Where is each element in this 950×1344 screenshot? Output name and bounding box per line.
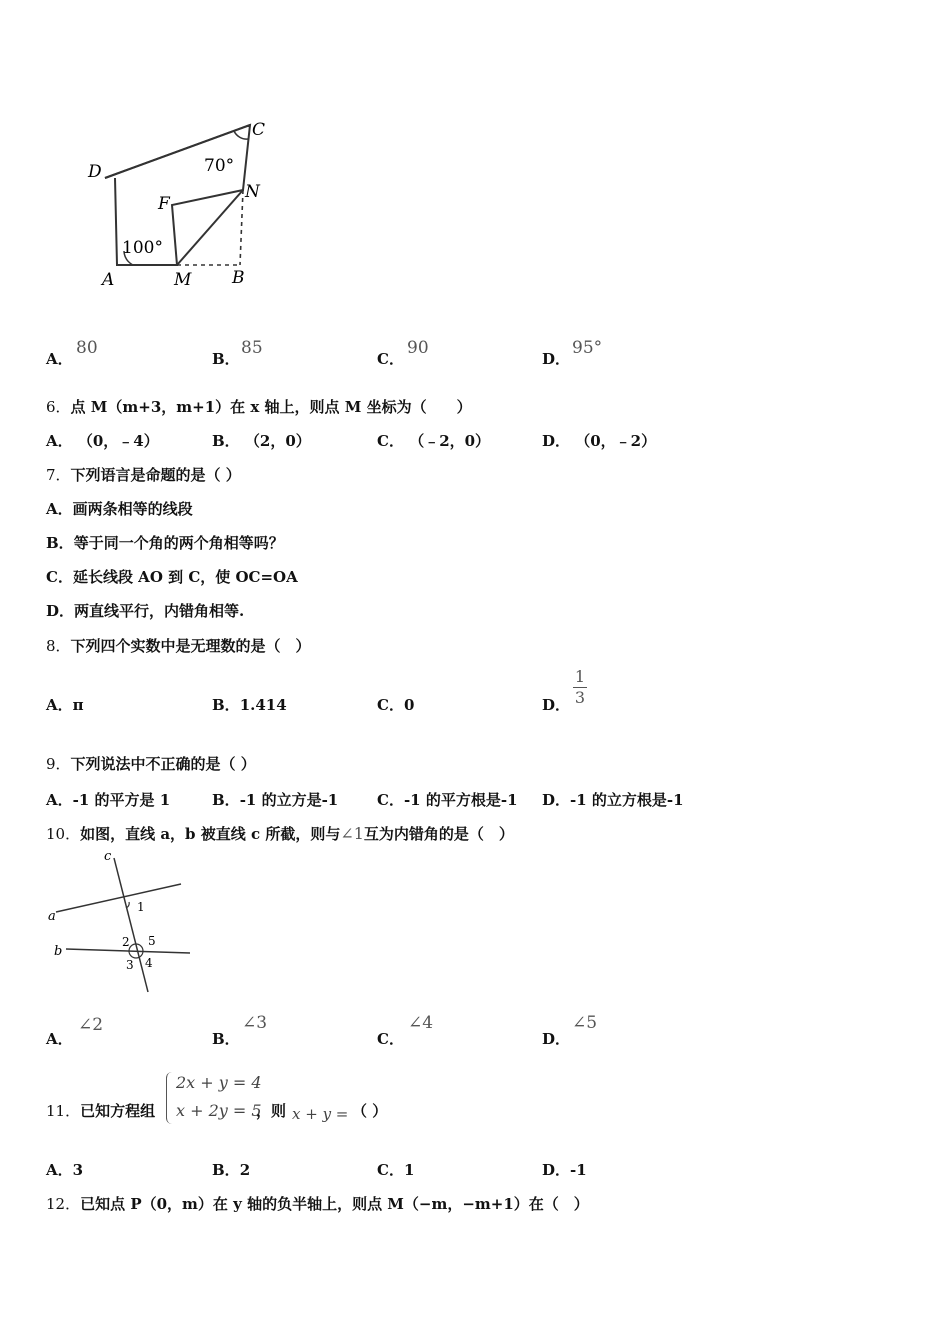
- option-key: A．: [46, 791, 73, 809]
- option-value: 1.414: [239, 696, 287, 714]
- q8-option-a[interactable]: [46, 694, 84, 715]
- q5-option-a-value: 80: [76, 338, 98, 358]
- question-number: 10．: [46, 825, 81, 843]
- option-value: （0，﹣4）: [77, 432, 159, 450]
- option-value: （0，﹣2）: [575, 432, 657, 450]
- q9-option-b[interactable]: [212, 789, 338, 810]
- label-c: C: [252, 120, 266, 140]
- question-number: 8．: [46, 637, 71, 655]
- q11-option-d[interactable]: [542, 1159, 587, 1180]
- q10-option-d[interactable]: [542, 1028, 570, 1049]
- q11-stem-mid: ，则: [256, 1102, 287, 1120]
- q5-option-b[interactable]: [212, 348, 240, 369]
- q8-option-b[interactable]: [212, 694, 287, 715]
- q10-option-c-value: ∠4: [408, 1013, 434, 1033]
- question-number: 6．: [46, 398, 71, 416]
- option-key: A．: [46, 350, 73, 368]
- label-d: D: [88, 162, 102, 182]
- q10-option-a[interactable]: [46, 1028, 73, 1049]
- question-text: 已知点 P（0，m）在 y 轴的负半轴上，则点 M（−m，−m+1）在（ ）: [80, 1195, 589, 1213]
- option-key: C．: [46, 568, 73, 586]
- option-value: 1: [403, 1161, 415, 1179]
- option-value: -1 的立方是-1: [239, 791, 339, 809]
- angle-c-label: 70°: [204, 156, 235, 176]
- option-key: D．: [542, 1161, 571, 1179]
- option-key: B．: [212, 791, 240, 809]
- equation-brace: [166, 1072, 173, 1124]
- label-n: N: [245, 182, 260, 202]
- q10-stem: [46, 823, 514, 844]
- q6-option-a[interactable]: [46, 430, 159, 451]
- option-value: （2，0）: [244, 432, 311, 450]
- option-key: A．: [46, 1161, 73, 1179]
- angle-4-label: 4: [145, 956, 153, 970]
- question-text-end: 互为内错角的是（ ）: [363, 825, 514, 843]
- option-value: π: [72, 696, 84, 714]
- option-key: B．: [212, 1161, 240, 1179]
- angle-a-label: 100°: [122, 238, 163, 258]
- q10-option-b-value: ∠3: [242, 1013, 268, 1033]
- q11-option-b[interactable]: [212, 1159, 250, 1180]
- quadrilateral-figure: [80, 115, 290, 295]
- option-key: C．: [377, 432, 404, 450]
- expression-x-plus-y: x + y =: [292, 1105, 349, 1123]
- label-a: A: [102, 270, 115, 290]
- fraction-one-third: [573, 668, 587, 707]
- option-key: A．: [46, 696, 73, 714]
- option-key: B．: [212, 1030, 240, 1048]
- option-value: 两直线平行，内错角相等.: [74, 602, 245, 620]
- q12-stem: [46, 1193, 589, 1214]
- q10-option-b[interactable]: [212, 1028, 240, 1049]
- q9-option-d[interactable]: [542, 789, 684, 810]
- option-value: 延长线段 AO 到 C，使 OC=OA: [72, 568, 298, 586]
- option-key: B．: [212, 350, 240, 368]
- q5-option-a[interactable]: [46, 348, 73, 369]
- fraction-denominator: 3: [574, 688, 586, 707]
- label-f: F: [158, 194, 170, 214]
- option-key: B．: [46, 534, 74, 552]
- angle-3-label: 3: [126, 958, 134, 972]
- option-key: A．: [46, 1030, 73, 1048]
- question-text: 下列说法中不正确的是（ ）: [70, 755, 256, 773]
- option-key: A．: [46, 432, 73, 450]
- option-value: 0: [403, 696, 415, 714]
- q5-option-d[interactable]: [542, 348, 570, 369]
- q10-option-c[interactable]: [377, 1028, 404, 1049]
- q5-option-d-value: 95°: [572, 338, 603, 358]
- q9-option-c[interactable]: [377, 789, 518, 810]
- option-key: C．: [377, 350, 404, 368]
- question-number: 9．: [46, 755, 71, 773]
- question-text: 下列四个实数中是无理数的是（ ）: [70, 637, 311, 655]
- q6-option-b[interactable]: [212, 430, 311, 451]
- q11-option-c[interactable]: [377, 1159, 414, 1180]
- question-number: 7．: [46, 466, 71, 484]
- option-value: -1 的立方根是-1: [570, 791, 684, 809]
- question-text: 点 M（m+3，m+1）在 x 轴上，则点 M 坐标为（ ）: [70, 398, 472, 416]
- question-number: 11．: [46, 1102, 81, 1120]
- angle-5-label: 5: [148, 934, 156, 948]
- q6-option-c[interactable]: [377, 430, 490, 451]
- option-value: -1 的平方是 1: [72, 791, 171, 809]
- option-key: D．: [542, 696, 571, 714]
- equation-1: 2x + y = 4: [176, 1073, 262, 1092]
- q5-option-c-value: 90: [407, 338, 429, 358]
- option-value: 等于同一个角的两个角相等吗？: [73, 534, 284, 552]
- line-b-label: b: [54, 944, 63, 959]
- question-text: 如图，直线 a，b 被直线 c 所截，则与: [80, 825, 341, 843]
- angle-1-label: 1: [137, 900, 145, 914]
- q11-stem-start: [46, 1100, 155, 1121]
- q8-stem: [46, 635, 311, 656]
- label-b: B: [232, 268, 245, 288]
- question-text: 已知方程组: [80, 1102, 156, 1120]
- option-key: C．: [377, 1161, 404, 1179]
- angle-reference: ∠1: [340, 824, 364, 843]
- q10-option-d-value: ∠5: [572, 1013, 598, 1033]
- transversal-figure: [44, 850, 204, 1000]
- option-value: 画两条相等的线段: [72, 500, 193, 518]
- option-key: C．: [377, 1030, 404, 1048]
- q5-option-b-value: 85: [241, 338, 263, 358]
- equation-2: x + 2y = 5: [176, 1101, 262, 1120]
- line-c-label: c: [104, 850, 112, 864]
- option-key: B．: [212, 696, 240, 714]
- q7-option-c[interactable]: [46, 566, 298, 587]
- label-m: M: [174, 270, 192, 290]
- q7-stem: [46, 464, 241, 485]
- option-key: B．: [212, 432, 240, 450]
- option-key: D．: [46, 602, 75, 620]
- option-value: -1 的平方根是-1: [403, 791, 518, 809]
- q7-option-a[interactable]: [46, 498, 193, 519]
- q6-stem: [46, 396, 472, 417]
- q6-option-d[interactable]: [542, 430, 656, 451]
- option-value: -1: [570, 1161, 587, 1179]
- option-value: 3: [72, 1161, 84, 1179]
- option-value: 2: [239, 1161, 251, 1179]
- q11-stem-end: （ ）: [352, 1102, 388, 1120]
- q5-option-c[interactable]: [377, 348, 404, 369]
- option-key: A．: [46, 500, 73, 518]
- q7-option-b[interactable]: [46, 532, 284, 553]
- q9-stem: [46, 753, 256, 774]
- q11-option-a[interactable]: [46, 1159, 83, 1180]
- line-a-label: a: [48, 909, 56, 924]
- option-key: D．: [542, 350, 571, 368]
- option-key: C．: [377, 791, 404, 809]
- fraction-numerator: 1: [574, 667, 586, 686]
- option-value: （﹣2，0）: [409, 432, 491, 450]
- q8-option-c[interactable]: [377, 694, 414, 715]
- q7-option-d[interactable]: [46, 600, 244, 621]
- option-key: C．: [377, 696, 404, 714]
- option-key: D．: [542, 1030, 571, 1048]
- option-key: D．: [542, 791, 571, 809]
- question-number: 12．: [46, 1195, 81, 1213]
- angle-2-label: 2: [122, 935, 130, 949]
- q10-option-a-value: ∠2: [78, 1015, 104, 1035]
- q8-option-d[interactable]: [542, 694, 570, 715]
- q9-option-a[interactable]: [46, 789, 170, 810]
- question-text: 下列语言是命题的是（ ）: [70, 466, 241, 484]
- option-key: D．: [542, 432, 571, 450]
